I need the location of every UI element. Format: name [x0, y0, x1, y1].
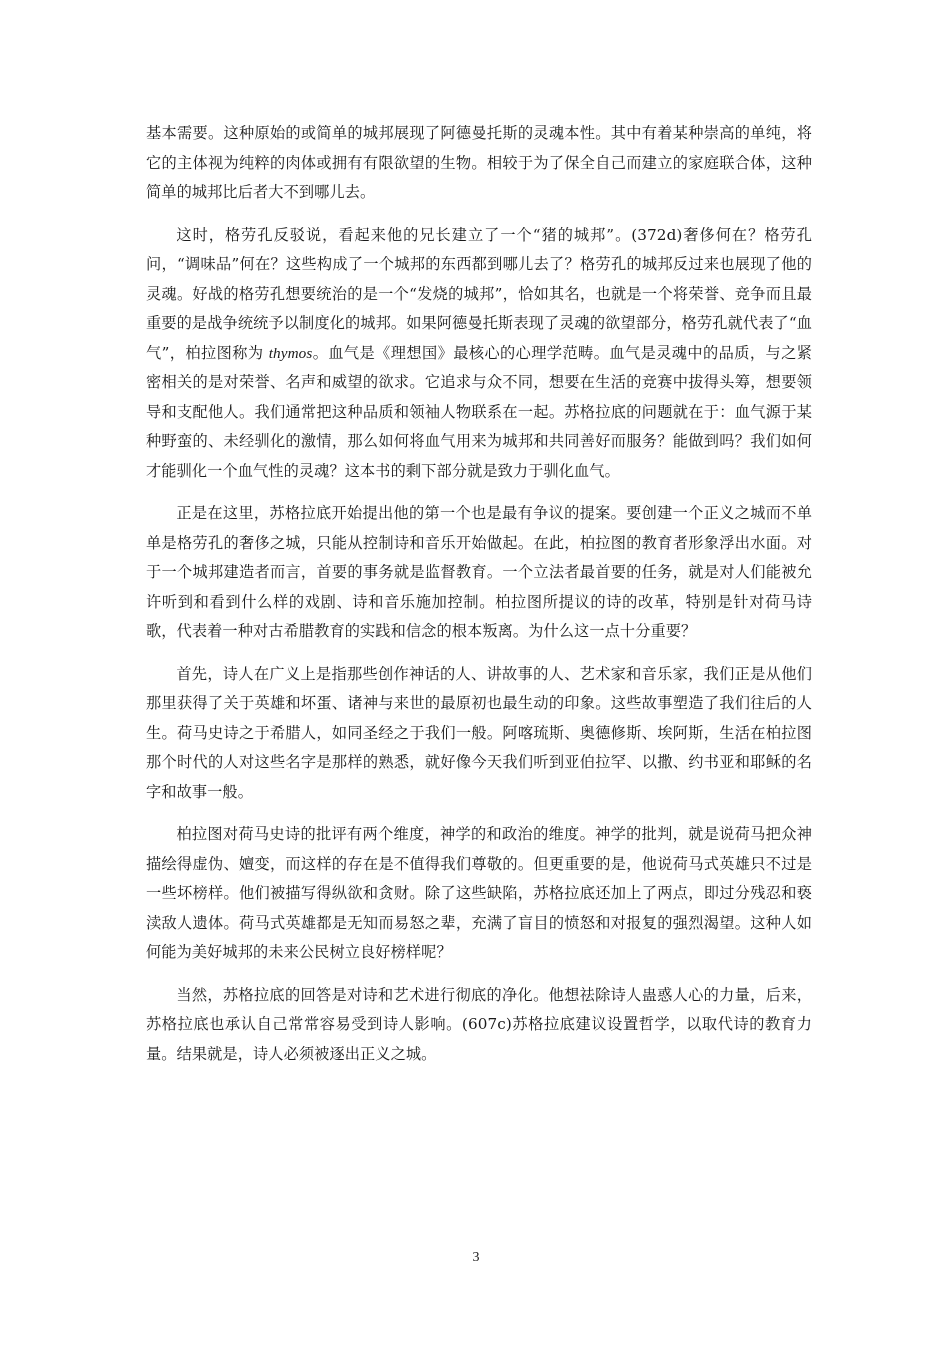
paragraph-2 [146, 221, 812, 487]
thymos-term: thymos [268, 344, 313, 362]
body-text [146, 119, 812, 1082]
paragraph-2-text-after: 。血气是《理想国》最核心的心理学范畴。血气是灵魂中的品质，与之紧密相关的是对荣誉、名声和威望的欲求。它追求与众不同，想要在生活的竞赛中拔得头筹，想要领导和支配他人。我们通常把这种品质和领袖人物联系在一起。苏格拉底的问题就在于：血气源于某种野蛮的、未经驯化的激情，那么如何将血气用来为城邦和共同善好而服务？能做到吗？我们如何才能驯化一个血气性的灵魂？这本书的剩下部分就是致力于驯化血气。 [146, 343, 812, 480]
paragraph-4: 首先，诗人在广义上是指那些创作神话的人、讲故事的人、艺术家和音乐家，我们正是从他们那里获得了关于英雄和坏蛋、诸神与来世的最原初也最生动的印象。这些故事塑造了我们往后的人生。荷马史诗之于希腊人，如同圣经之于我们一般。阿喀琉斯、奥德修斯、埃阿斯，生活在柏拉图那个时代的人对这些名字是那样的熟悉，就好像今天我们听到亚伯拉罕、以撒、约书亚和耶稣的名字和故事一般。 [146, 664, 812, 801]
paragraph-2-text-before: 这时，格劳孔反驳说，看起来他的兄长建立了一个“猪的城邦”。(372d)奢侈何在？格劳孔问，“调味品”何在？这些构成了一个城邦的东西都到哪儿去了？格劳孔的城邦反过来也展现了他的灵魂。好战的格劳孔想要统治的是一个“发烧的城邦”，恰如其名，也就是一个将荣誉、竞争而且最重要的是战争统统予以制度化的城邦。如果阿德曼托斯表现了灵魂的欲望部分，格劳孔就代表了“血气”，柏拉图称为 [146, 225, 812, 362]
paragraph-6: 当然，苏格拉底的回答是对诗和艺术进行彻底的净化。他想祛除诗人蛊惑人心的力量，后来，苏格拉底也承认自己常常容易受到诗人影响。(607c)苏格拉底建议设置哲学，以取代诗的教育力量。结果就是，诗人必须被逐出正义之城。 [146, 985, 812, 1063]
paragraph-1: 基本需要。这种原始的或简单的城邦展现了阿德曼托斯的灵魂本性。其中有着某种崇高的单纯，将它的主体视为纯粹的肉体或拥有有限欲望的生物。相较于为了保全自己而建立的家庭联合体，这种简单的城邦比后者大不到哪儿去。 [146, 124, 812, 201]
paragraph-5: 柏拉图对荷马史诗的批评有两个维度，神学的和政治的维度。神学的批判，就是说荷马把众神描绘得虚伪、嬗变，而这样的存在是不值得我们尊敬的。但更重要的是，他说荷马式英雄只不过是一些坏榜样。他们被描写得纵欲和贪财。除了这些缺陷，苏格拉底还加上了两点，即过分残忍和亵渎敌人遗体。荷马式英雄都是无知而易怒之辈，充满了盲目的愤怒和对报复的强烈渴望。这种人如何能为美好城邦的未来公民树立良好榜样呢？ [146, 825, 812, 961]
paragraph-3: 正是在这里，苏格拉底开始提出他的第一个也是最有争议的提案。要创建一个正义之城而不单单是格劳孔的奢侈之城，只能从控制诗和音乐开始做起。在此，柏拉图的教育者形象浮出水面。对于一个城邦建造者而言，首要的事务就是监督教育。一个立法者最首要的任务，就是对人们能被允许听到和看到什么样的戏剧、诗和音乐施加控制。柏拉图所提议的诗的改革，特别是针对荷马诗歌，代表着一种对古希腊教育的实践和信念的根本叛离。为什么这一点十分重要？ [146, 504, 812, 640]
page-number: 3 [472, 1250, 480, 1265]
